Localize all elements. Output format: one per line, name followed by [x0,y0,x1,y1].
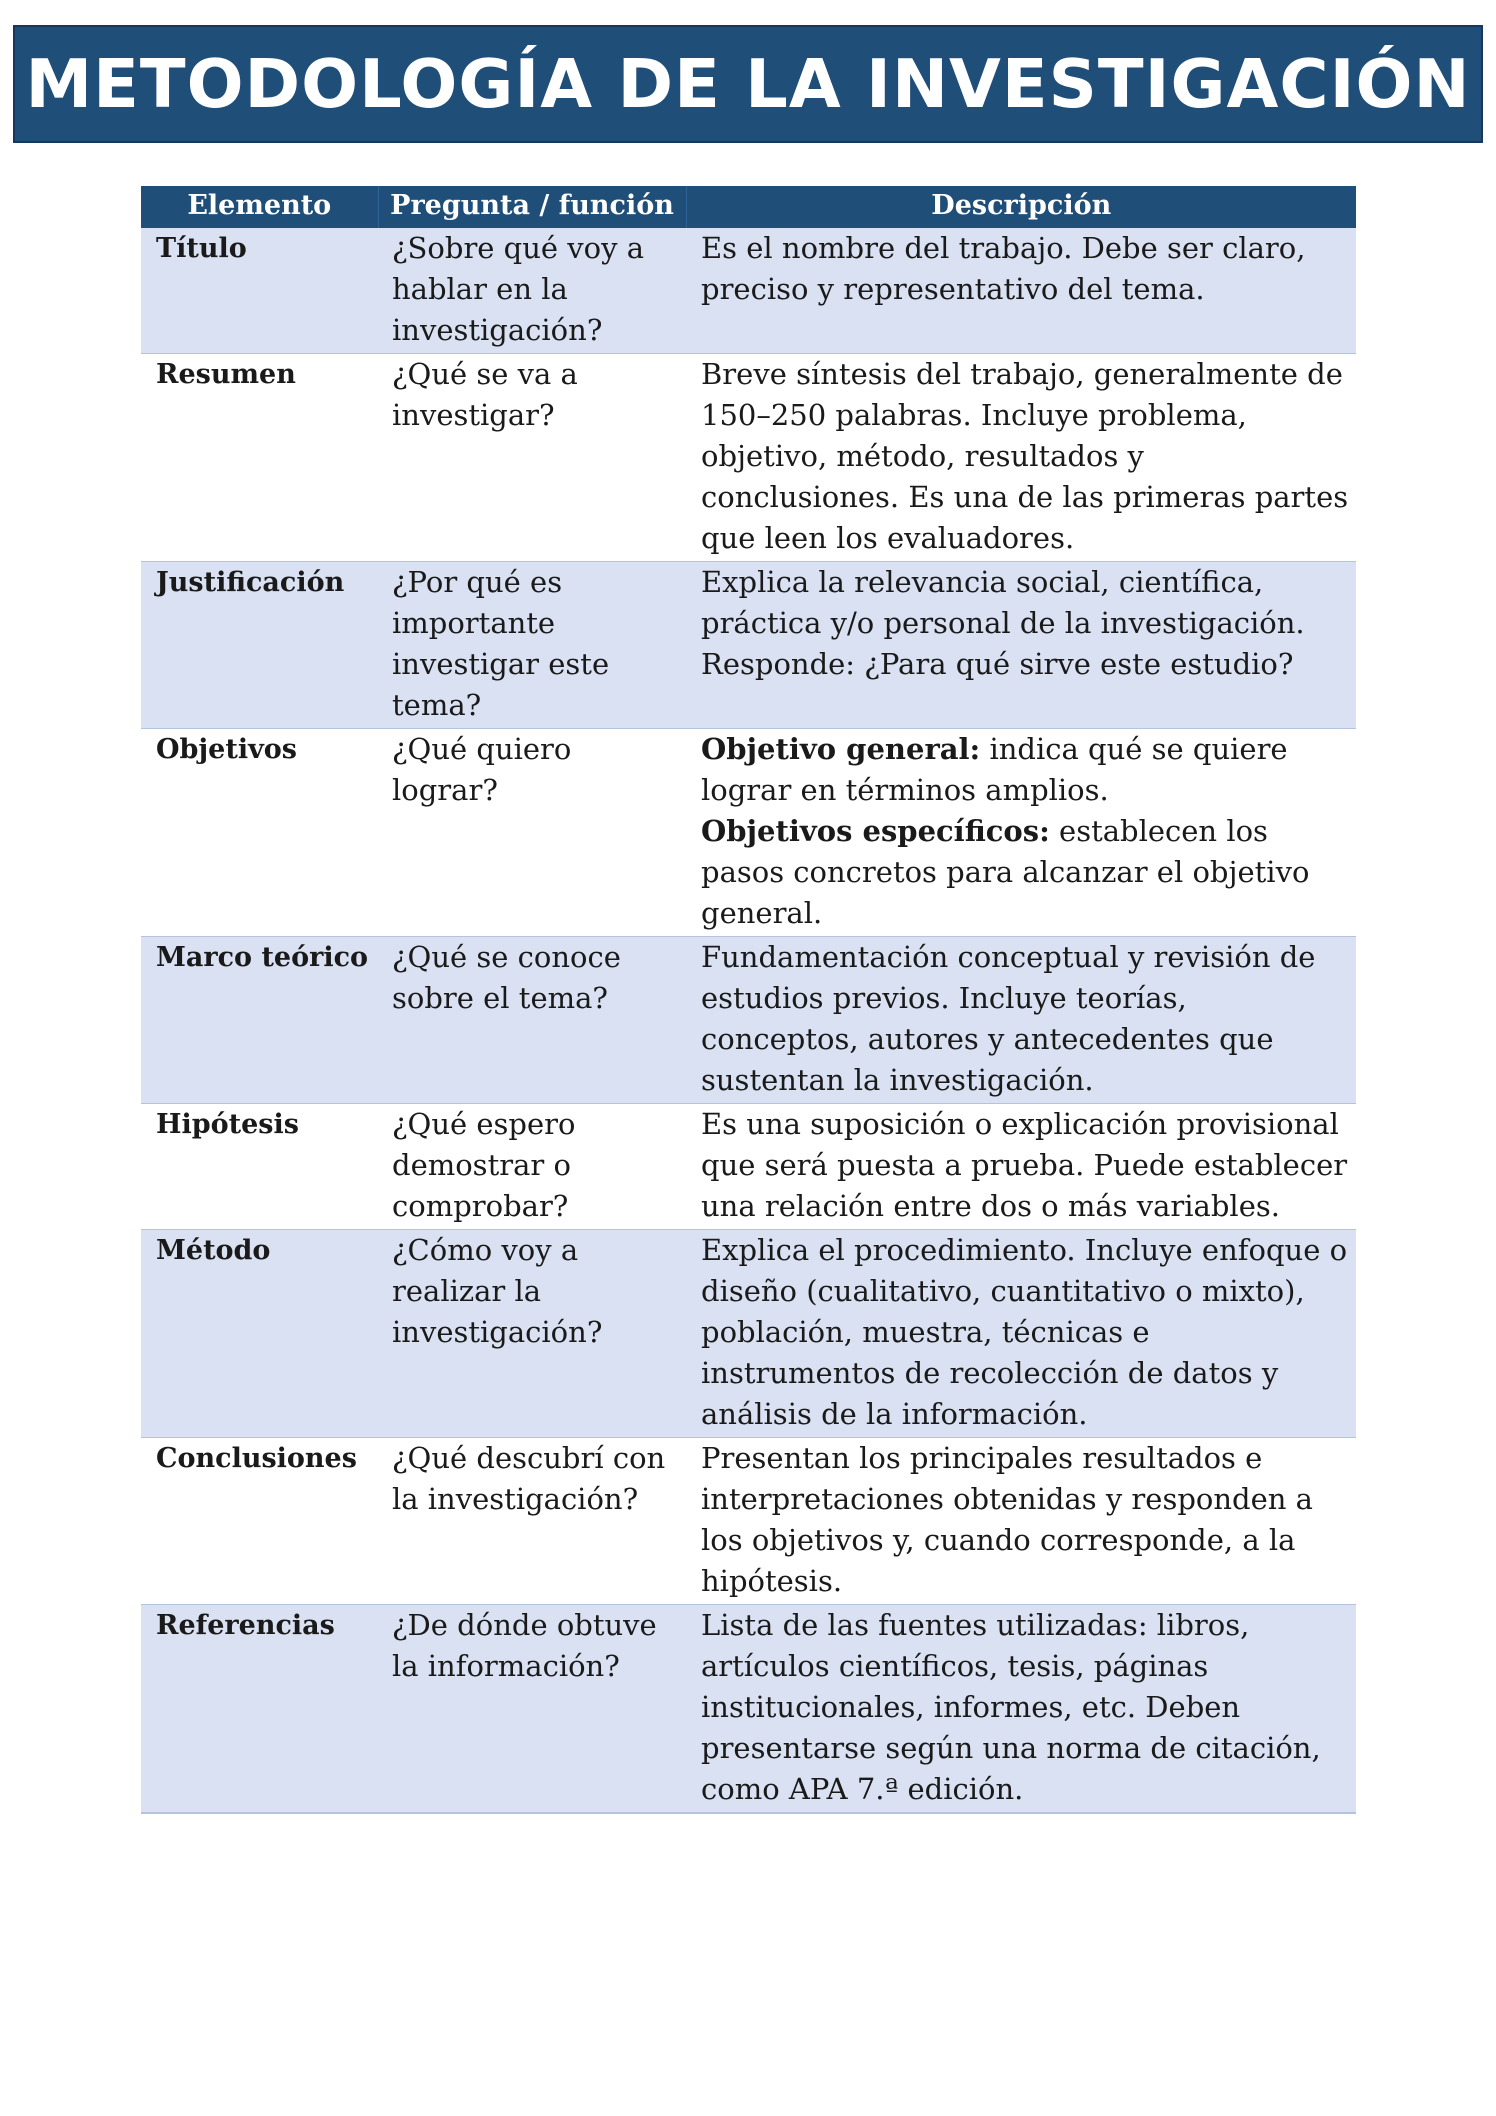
row-element: Justificación [141,562,378,729]
row-description: Fundamentación conceptual y revisión de estudios previos. Incluye teorías, conceptos, autores y antecedentes que sustentan la investigación. [686,937,1356,1104]
table-row-metodo [141,1230,1356,1438]
row-question: ¿Por qué es importante investigar este tema? [378,562,686,729]
row-question: ¿Sobre qué voy a hablar en la investigación? [378,228,686,354]
header-question: Pregunta / función [378,186,686,228]
row-question: ¿Qué se conoce sobre el tema? [378,937,686,1104]
specific-objectives [701,811,1350,934]
row-question: ¿Cómo voy a realizar la investigación? [378,1230,686,1438]
table-row-objetivos [141,729,1356,937]
row-description: Lista de las fuentes utilizadas: libros, artículos científicos, tesis, páginas institucionales, informes, etc. Deben presentarse según una norma de citación, como APA 7.ª edición. [686,1605,1356,1814]
row-question: ¿Qué se va a investigar? [378,354,686,562]
row-question: ¿Qué espero demostrar o comprobar? [378,1104,686,1230]
row-question: ¿De dónde obtuve la información? [378,1605,686,1814]
row-question: ¿Qué descubrí con la investigación? [378,1438,686,1605]
row-element: Marco teórico [141,937,378,1104]
title-banner [13,25,1483,143]
specific-objectives-text: establecen los pasos concretos para alcanzar el objetivo general. [701,814,1310,930]
page-title: METODOLOGÍA DE LA INVESTIGACIÓN [25,45,1471,123]
general-objective-text: indica qué se quiere lograr en términos amplios. [701,732,1288,807]
table-row-justificacion [141,562,1356,729]
table-row-conclusiones [141,1438,1356,1605]
row-element: Título [141,228,378,354]
header-element: Elemento [141,186,378,228]
row-description: Es una suposición o explicación provisional que será puesta a prueba. Puede establecer una relación entre dos o más variables. [686,1104,1356,1230]
row-element: Resumen [141,354,378,562]
row-question: ¿Qué quiero lograr? [378,729,686,937]
row-element: Referencias [141,1605,378,1814]
header-description: Descripción [686,186,1356,228]
methodology-table [141,186,1356,1814]
general-objective-label: Objetivo general: [701,732,981,766]
row-description: Es el nombre del trabajo. Debe ser claro, preciso y representativo del tema. [686,228,1356,354]
row-element: Método [141,1230,378,1438]
row-description: Presentan los principales resultados e interpretaciones obtenidas y responden a los objetivos y, cuando corresponde, a la hipótesis. [686,1438,1356,1605]
table-row-marco-teorico [141,937,1356,1104]
table-row-resumen [141,354,1356,562]
general-objective [701,729,1350,811]
table-row-referencias [141,1605,1356,1814]
table-header-row [141,186,1356,228]
row-description: Explica la relevancia social, científica, práctica y/o personal de la investigación. Responde: ¿Para qué sirve este estudio? [686,562,1356,729]
row-element: Objetivos [141,729,378,937]
table-row-hipotesis [141,1104,1356,1230]
row-description [686,729,1356,937]
row-element: Hipótesis [141,1104,378,1230]
row-description: Explica el procedimiento. Incluye enfoque o diseño (cualitativo, cuantitativo o mixto), población, muestra, técnicas e instrumentos de recolección de datos y análisis de la información. [686,1230,1356,1438]
row-description: Breve síntesis del trabajo, generalmente de 150–250 palabras. Incluye problema, objetivo, método, resultados y conclusiones. Es una de las primeras partes que leen los evaluadores. [686,354,1356,562]
specific-objectives-label: Objetivos específicos: [701,814,1050,848]
row-element: Conclusiones [141,1438,378,1605]
table-row-titulo [141,228,1356,354]
